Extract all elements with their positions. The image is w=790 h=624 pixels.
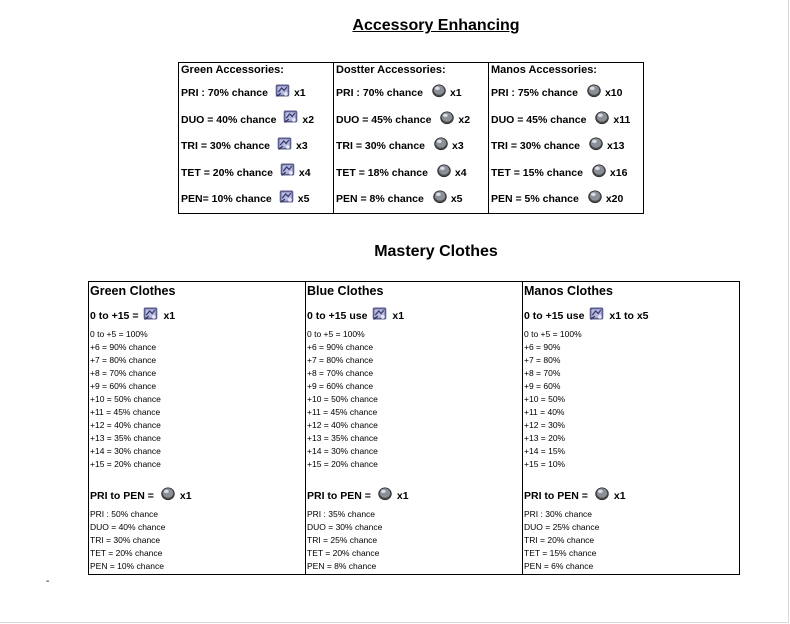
chance-line: +13 = 20%: [524, 433, 566, 443]
chance-text: PEN = 5% chance: [491, 193, 579, 206]
page-title: Accessory Enhancing: [352, 17, 520, 34]
chance-line: +13 = 35% chance: [90, 433, 161, 443]
black-stone-icon: [432, 188, 448, 204]
chance-line: PRI : 50% chance: [90, 509, 159, 519]
black-stone-icon: [433, 135, 449, 151]
chance-line: +11 = 45% chance: [307, 407, 378, 417]
enhance-requirement: [307, 304, 521, 328]
chance-line: TRI = 20% chance: [524, 535, 595, 545]
quantity: x1: [163, 310, 176, 322]
chance-text: PRI : 70% chance: [336, 87, 423, 100]
chance-line: PEN = 8% chance: [307, 561, 377, 571]
black-stone-icon: [439, 109, 455, 125]
memory-scroll-icon: [371, 305, 388, 322]
enhance-row: [336, 133, 486, 160]
accessory-table: [178, 62, 644, 214]
chance-line: +15 = 20% chance: [90, 459, 161, 469]
chance-line: +12 = 40% chance: [307, 420, 378, 430]
memory-scroll-icon: [142, 305, 159, 322]
footer-mark: -: [46, 576, 50, 587]
enhance-row: [336, 107, 486, 134]
black-stone-icon: [587, 188, 603, 204]
memory-scroll-icon: [274, 82, 291, 99]
column-header: Blue Clothes: [307, 284, 384, 298]
requirement-label: PRI to PEN =: [90, 490, 154, 502]
chance-line: +8 = 70%: [524, 368, 561, 378]
black-stone-icon: [431, 82, 447, 98]
chance-text: PRI : 75% chance: [491, 87, 578, 100]
black-stone-icon: [594, 109, 610, 125]
chance-text: TET = 20% chance: [181, 166, 273, 179]
quantity: x20: [605, 193, 624, 206]
quantity: x1: [179, 490, 192, 502]
chance-line: +10 = 50% chance: [90, 394, 161, 404]
quantity: x1: [392, 310, 405, 322]
chance-text: DUO = 45% chance: [336, 113, 432, 126]
enhance-row: [491, 186, 641, 213]
black-stone-icon: [591, 162, 607, 178]
enhance-row: [336, 80, 486, 107]
quantity: x16: [609, 166, 628, 179]
enhance-row: [491, 133, 641, 160]
chance-text: TET = 15% chance: [491, 166, 583, 179]
chance-line: PEN = 6% chance: [524, 561, 594, 571]
chance-line: +9 = 60% chance: [90, 381, 157, 391]
enhance-row: [181, 80, 331, 107]
chance-line: +14 = 30% chance: [90, 446, 161, 456]
enhance-row: [181, 133, 331, 160]
chance-text: TRI = 30% chance: [181, 140, 270, 153]
chance-text: TET = 18% chance: [336, 166, 428, 179]
chance-line: +7 = 80% chance: [90, 355, 157, 365]
enhance-row: [181, 186, 331, 213]
mastery-column: [89, 282, 306, 575]
chance-text: DUO = 40% chance: [181, 113, 277, 126]
quantity: x5: [450, 193, 463, 206]
chance-line: +14 = 30% chance: [307, 446, 378, 456]
column-header: Green Accessories:: [181, 64, 284, 76]
chance-line: +11 = 40%: [524, 407, 565, 417]
quantity: x5: [297, 193, 310, 206]
chance-line: TRI = 25% chance: [307, 535, 378, 545]
accessory-column: [179, 63, 334, 214]
enhance-row: [491, 160, 641, 187]
chance-line: 0 to +5 = 100%: [90, 329, 148, 339]
chance-text: DUO = 45% chance: [491, 113, 587, 126]
chance-line: +14 = 15%: [524, 446, 566, 456]
chance-line: +15 = 20% chance: [307, 459, 378, 469]
spacer: [307, 471, 521, 481]
chance-line: TET = 15% chance: [524, 548, 597, 558]
column-header: Manos Accessories:: [491, 64, 597, 76]
quantity: x3: [452, 140, 464, 153]
chance-line: 0 to +5 = 100%: [307, 329, 365, 339]
quantity: x1: [293, 87, 306, 100]
chance-line: +6 = 90% chance: [307, 342, 374, 352]
chance-line: +9 = 60%: [524, 381, 561, 391]
mastery-column: [523, 282, 740, 575]
enhance-row: [336, 160, 486, 187]
column-header: Manos Clothes: [524, 284, 613, 298]
chance-line: TET = 20% chance: [90, 548, 163, 558]
memory-scroll-icon: [279, 161, 296, 178]
chance-text: TRI = 30% chance: [336, 140, 425, 153]
pen-requirement: [90, 484, 304, 508]
section-title: Mastery Clothes: [374, 243, 498, 260]
enhance-row: [181, 107, 331, 134]
quantity: x1: [396, 490, 409, 502]
mastery-column: [306, 282, 523, 575]
black-stone-icon: [586, 82, 602, 98]
enhance-row: [491, 80, 641, 107]
enhance-row: [491, 107, 641, 134]
chance-text: TRI = 30% chance: [491, 140, 580, 153]
accessory-column: [334, 63, 489, 214]
quantity: x1 to x5: [609, 310, 649, 322]
quantity: x1: [449, 87, 462, 100]
quantity: x1: [613, 490, 626, 502]
enhance-row: [181, 160, 331, 187]
memory-scroll-icon: [276, 135, 293, 152]
black-stone-icon: [160, 485, 176, 501]
enhance-requirement: [90, 304, 304, 328]
chance-line: +10 = 50% chance: [307, 394, 378, 404]
memory-scroll-icon: [282, 108, 299, 125]
spacer: [90, 471, 304, 481]
quantity: x2: [458, 113, 471, 126]
chance-line: PEN = 10% chance: [90, 561, 164, 571]
chance-line: PRI : 35% chance: [307, 509, 376, 519]
chance-line: +8 = 70% chance: [307, 368, 374, 378]
spacer: [524, 471, 738, 481]
quantity: x11: [613, 113, 631, 126]
chance-line: DUO = 25% chance: [524, 522, 600, 532]
requirement-label: PRI to PEN =: [307, 490, 371, 502]
chance-line: PRI : 30% chance: [524, 509, 593, 519]
black-stone-icon: [377, 485, 393, 501]
chance-line: +6 = 90%: [524, 342, 561, 352]
quantity: x4: [454, 166, 467, 179]
enhance-row: [336, 186, 486, 213]
requirement-label: PRI to PEN =: [524, 490, 588, 502]
pen-requirement: [524, 484, 738, 508]
chance-line: +13 = 35% chance: [307, 433, 378, 443]
column-header: Dostter Accessories:: [336, 64, 446, 76]
chance-line: +7 = 80%: [524, 355, 561, 365]
chance-line: 0 to +5 = 100%: [524, 329, 582, 339]
chance-text: PEN = 8% chance: [336, 193, 424, 206]
chance-line: +11 = 45% chance: [90, 407, 161, 417]
requirement-label: 0 to +15 =: [90, 310, 139, 322]
quantity: x13: [607, 140, 625, 153]
chance-line: DUO = 40% chance: [90, 522, 166, 532]
chance-line: +6 = 90% chance: [90, 342, 157, 352]
chance-text: PEN= 10% chance: [181, 193, 272, 206]
chance-line: +10 = 50%: [524, 394, 566, 404]
chance-line: TET = 20% chance: [307, 548, 380, 558]
quantity: x4: [298, 166, 311, 179]
chance-text: PRI : 70% chance: [181, 87, 268, 100]
chance-line: +9 = 60% chance: [307, 381, 374, 391]
memory-scroll-icon: [278, 188, 295, 205]
chance-line: +12 = 30%: [524, 420, 566, 430]
chance-line: +12 = 40% chance: [90, 420, 161, 430]
black-stone-icon: [436, 162, 452, 178]
chance-line: +15 = 10%: [524, 459, 566, 469]
chance-line: DUO = 30% chance: [307, 522, 383, 532]
memory-scroll-icon: [588, 305, 605, 322]
chance-line: TRI = 30% chance: [90, 535, 161, 545]
chance-line: +7 = 80% chance: [307, 355, 374, 365]
accessory-column: [489, 63, 644, 214]
column-header: Green Clothes: [90, 284, 176, 298]
requirement-label: 0 to +15 use: [307, 310, 368, 322]
requirement-label: 0 to +15 use: [524, 310, 585, 322]
pen-requirement: [307, 484, 521, 508]
black-stone-icon: [588, 135, 604, 151]
quantity: x2: [302, 113, 315, 126]
quantity: x3: [296, 140, 308, 153]
black-stone-icon: [594, 485, 610, 501]
mastery-table: [88, 281, 740, 575]
enhance-requirement: [524, 304, 738, 328]
quantity: x10: [604, 87, 623, 100]
chance-line: +8 = 70% chance: [90, 368, 157, 378]
